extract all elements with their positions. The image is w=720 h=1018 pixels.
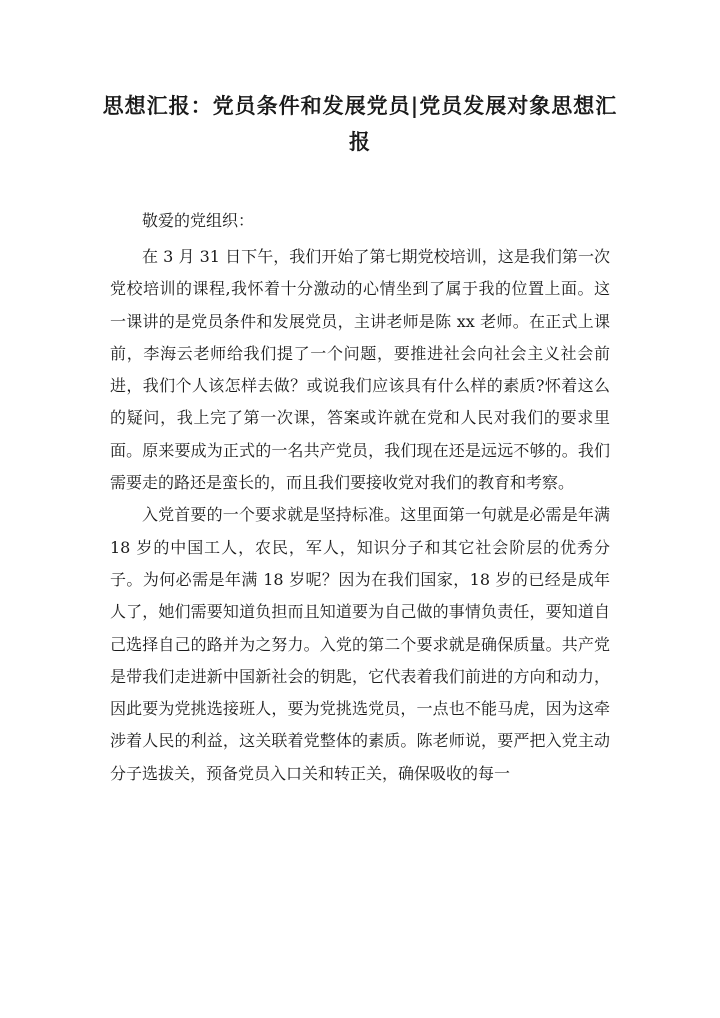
paragraph-2: 入党首要的一个要求就是坚持标准。这里面第一句就是必需是年满 18 岁的中国工人，农民，军人，知识分子和其它社会阶层的优秀分子。为何必需是年满 18 岁呢？因为在我们国家，18 岁的已经是成年人了，她们需要知道负担而且知道要为自己做的事情负责任，要知道自己选择自己的路并为之努力。入党的第二个要求就是确保质量。共产党是带我们走进新中国新社会的钥匙，它代表着我们前进的方向和动力，因此要为党挑选接班人，要为党挑选党员，一点也不能马虎，因为这牵涉着人民的利益，这关联着党整体的素质。陈老师说，要严把入党主动分子选拔关，预备党员入口关和转正关，确保吸收的每一 — [110, 505, 610, 783]
paragraph-1: 在 3 月 31 日下午，我们开始了第七期党校培训，这是我们第一次党校培训的课程,我怀着十分激动的心情坐到了属于我的位置上面。这一课讲的是党员条件和发展党员，主讲老师是陈 xx 老师。在正式上课前，李海云老师给我们提了一个问题，要推进社会向社会主义社会前进，我们个人该怎样去做？或说我们应该具有什么样的素质?怀着这么的疑问，我上完了第一次课，答案或许就在党和人民对我们的要求里面。原来要成为正式的一名共产党员，我们现在还是远远不够的。我们需要走的路还是蛮长的，而且我们要接收党对我们的教育和考察。 — [110, 247, 610, 493]
document-title: 思想汇报：党员条件和发展党员|党员发展对象思想汇报 — [102, 93, 618, 154]
salutation: 敬爱的党组织： — [142, 211, 255, 230]
document-body — [110, 205, 610, 790]
